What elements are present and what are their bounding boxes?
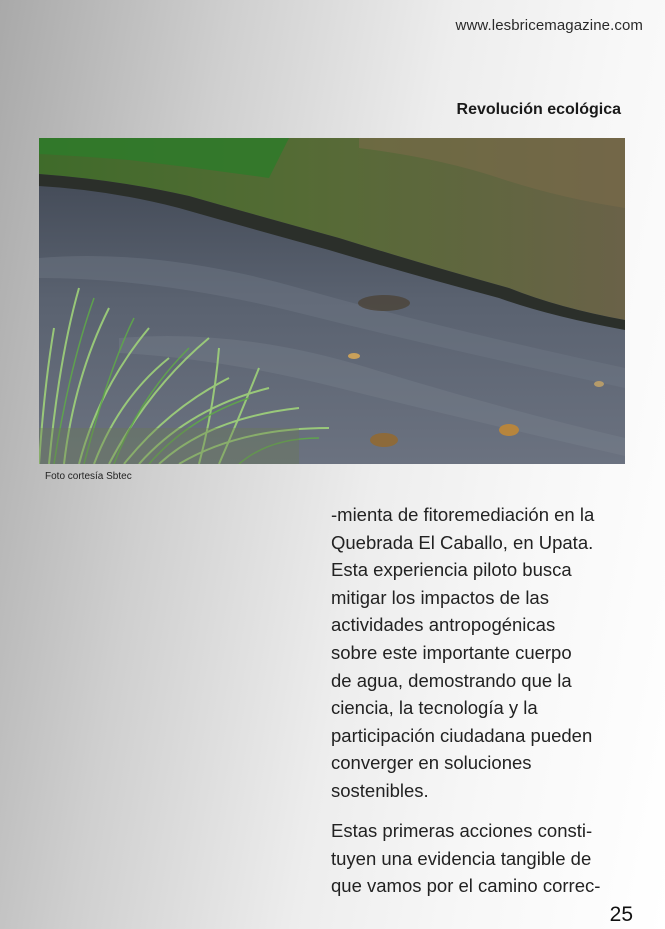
article-paragraph-1 (331, 501, 631, 805)
article-paragraph-2 (331, 817, 631, 900)
text-line: converger en soluciones (331, 752, 532, 774)
site-url[interactable]: www.lesbricemagazine.com (455, 17, 643, 34)
text-line: tuyen una evidencia tangible de (331, 847, 592, 869)
text-line: -mienta de fitoremediación en la (331, 504, 595, 525)
text-line: Quebrada El Caballo, en Upata. (331, 531, 594, 553)
photo-caption: Foto cortesía Sbtec (45, 471, 132, 482)
section-title: Revolución ecológica (456, 101, 621, 118)
text-line: actividades antropogénicas (331, 614, 556, 636)
article-photo (39, 138, 625, 464)
text-line: ciencia, la tecnología y la (331, 697, 538, 719)
text-line: mitigar los impactos de las (331, 586, 549, 608)
text-line: sostenibles. (331, 779, 429, 801)
text-line: Esta experiencia piloto busca (331, 559, 572, 581)
page-number: 25 (609, 903, 633, 926)
text-line: sobre este importante cuerpo (331, 641, 572, 663)
text-line: de agua, demostrando que la (331, 669, 572, 691)
text-line: que vamos por el camino correc- (331, 875, 601, 897)
text-line: Estas primeras acciones consti- (331, 820, 593, 841)
text-line: participación ciudadana pueden (331, 724, 593, 746)
